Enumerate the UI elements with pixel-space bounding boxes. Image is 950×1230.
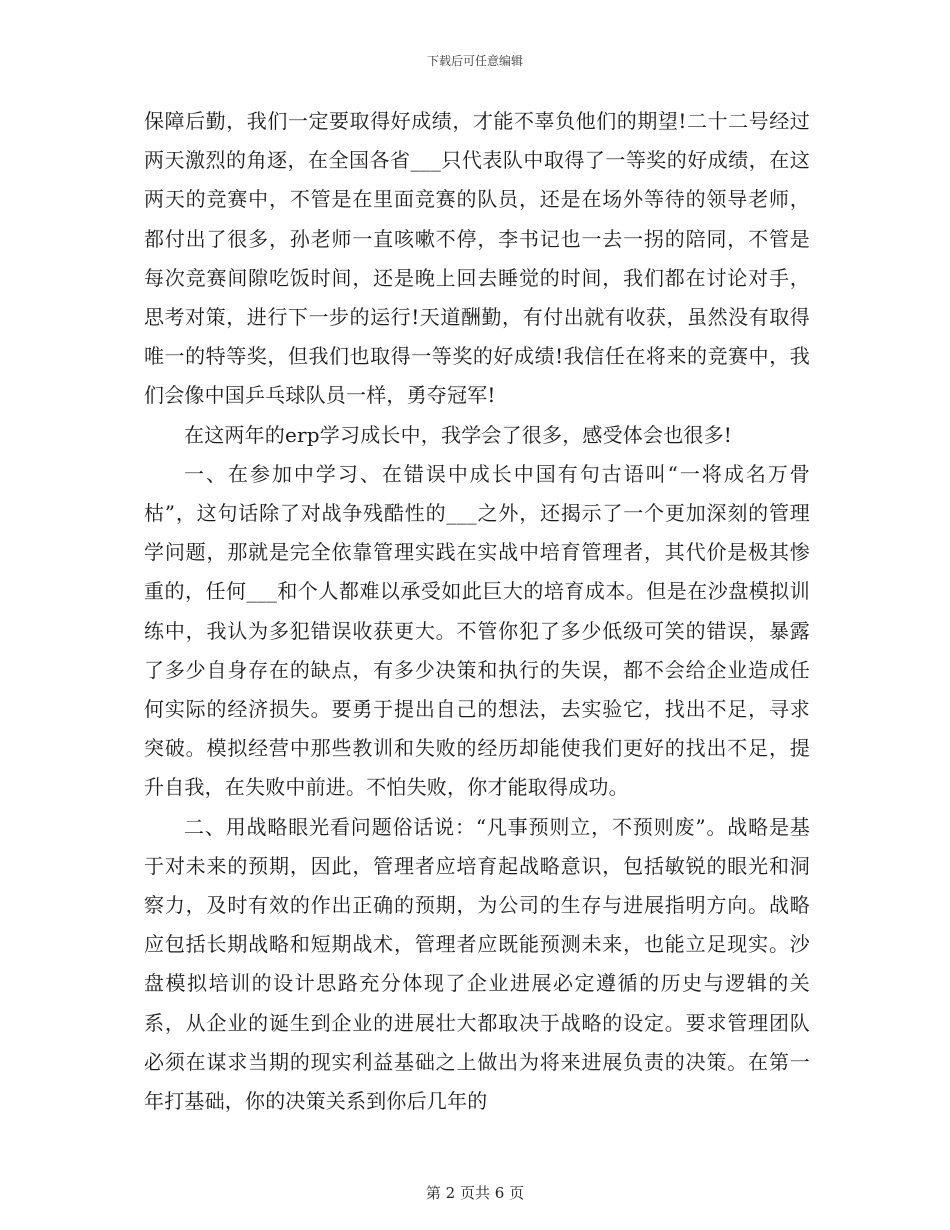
page-number-footer: 第 2 页共 6 页 <box>425 1184 525 1202</box>
page-header: 下载后可任意编辑 <box>426 54 523 68</box>
document-body <box>144 102 810 1121</box>
paragraph-continuation: 保障后勤，我们一定要取得好成绩，才能不辜负他们的期望!二十二号经过两天激烈的角逐，在全国各省___只代表队中取得了一等奖的好成绩，在这两天的竞赛中，不管是在里面竞赛的队员，还是在场外等待的领导老师，都付出了很多，孙老师一直咳嗽不停，李书记也一去一拐的陪同，不管是每次竞赛间隙吃饭时间，还是晚上回去睡觉的时间，我们都在讨论对手，思考对策，进行下一步的运行!天道酬勤，有付出就有收获，虽然没有取得唯一的特等奖，但我们也取得一等奖的好成绩!我信任在将来的竞赛中，我们会像中国乒乓球队员一样，勇夺冠军! <box>144 109 810 408</box>
paragraph-section-two: 二、用战略眼光看问题俗话说：“凡事预则立，不预则废”。战略是基于对未来的预期，因此，管理者应培育起战略意识，包括敏锐的眼光和洞察力，及时有效的作出正确的预期，为公司的生存与进展指明方向。战略应包括长期战略和短期战术，管理者应既能预测未来，也能立足现实。沙盘模拟培训的设计思路充分体现了企业进展必定遵循的历史与逻辑的关系，从企业的诞生到企业的进展壮大都取决于战略的设定。要求管理团队必须在谋求当期的现实利益基础之上做出为将来进展负责的决策。在第一年打基础，你的决策关系到你后几年的 <box>144 814 810 1114</box>
paragraph-section-one: 一、在参加中学习、在错误中成长中国有句古语叫“一将成名万骨枯”，这句话除了对战争残酷性的___之外，还揭示了一个更加深刻的管理学问题，那就是完全依靠管理实践在实战中培育管理者，其代价是极其惨重的，任何___和个人都难以承受如此巨大的培育成本。但是在沙盘模拟训练中，我认为多犯错误收获更大。不管你犯了多少低级可笑的错误，暴露了多少自身存在的缺点，有多少决策和执行的失误，都不会给企业造成任何实际的经济损失。要勇于提出自己的想法，去实验它，找出不足，寻求突破。模拟经营中那些教训和失败的经历却能使我们更好的找出不足，提升自我，在失败中前进。不怕失败，你才能取得成功。 <box>144 461 810 800</box>
paragraph-intro: 在这两年的erp学习成长中，我学会了很多，感受体会也很多! <box>184 422 733 447</box>
